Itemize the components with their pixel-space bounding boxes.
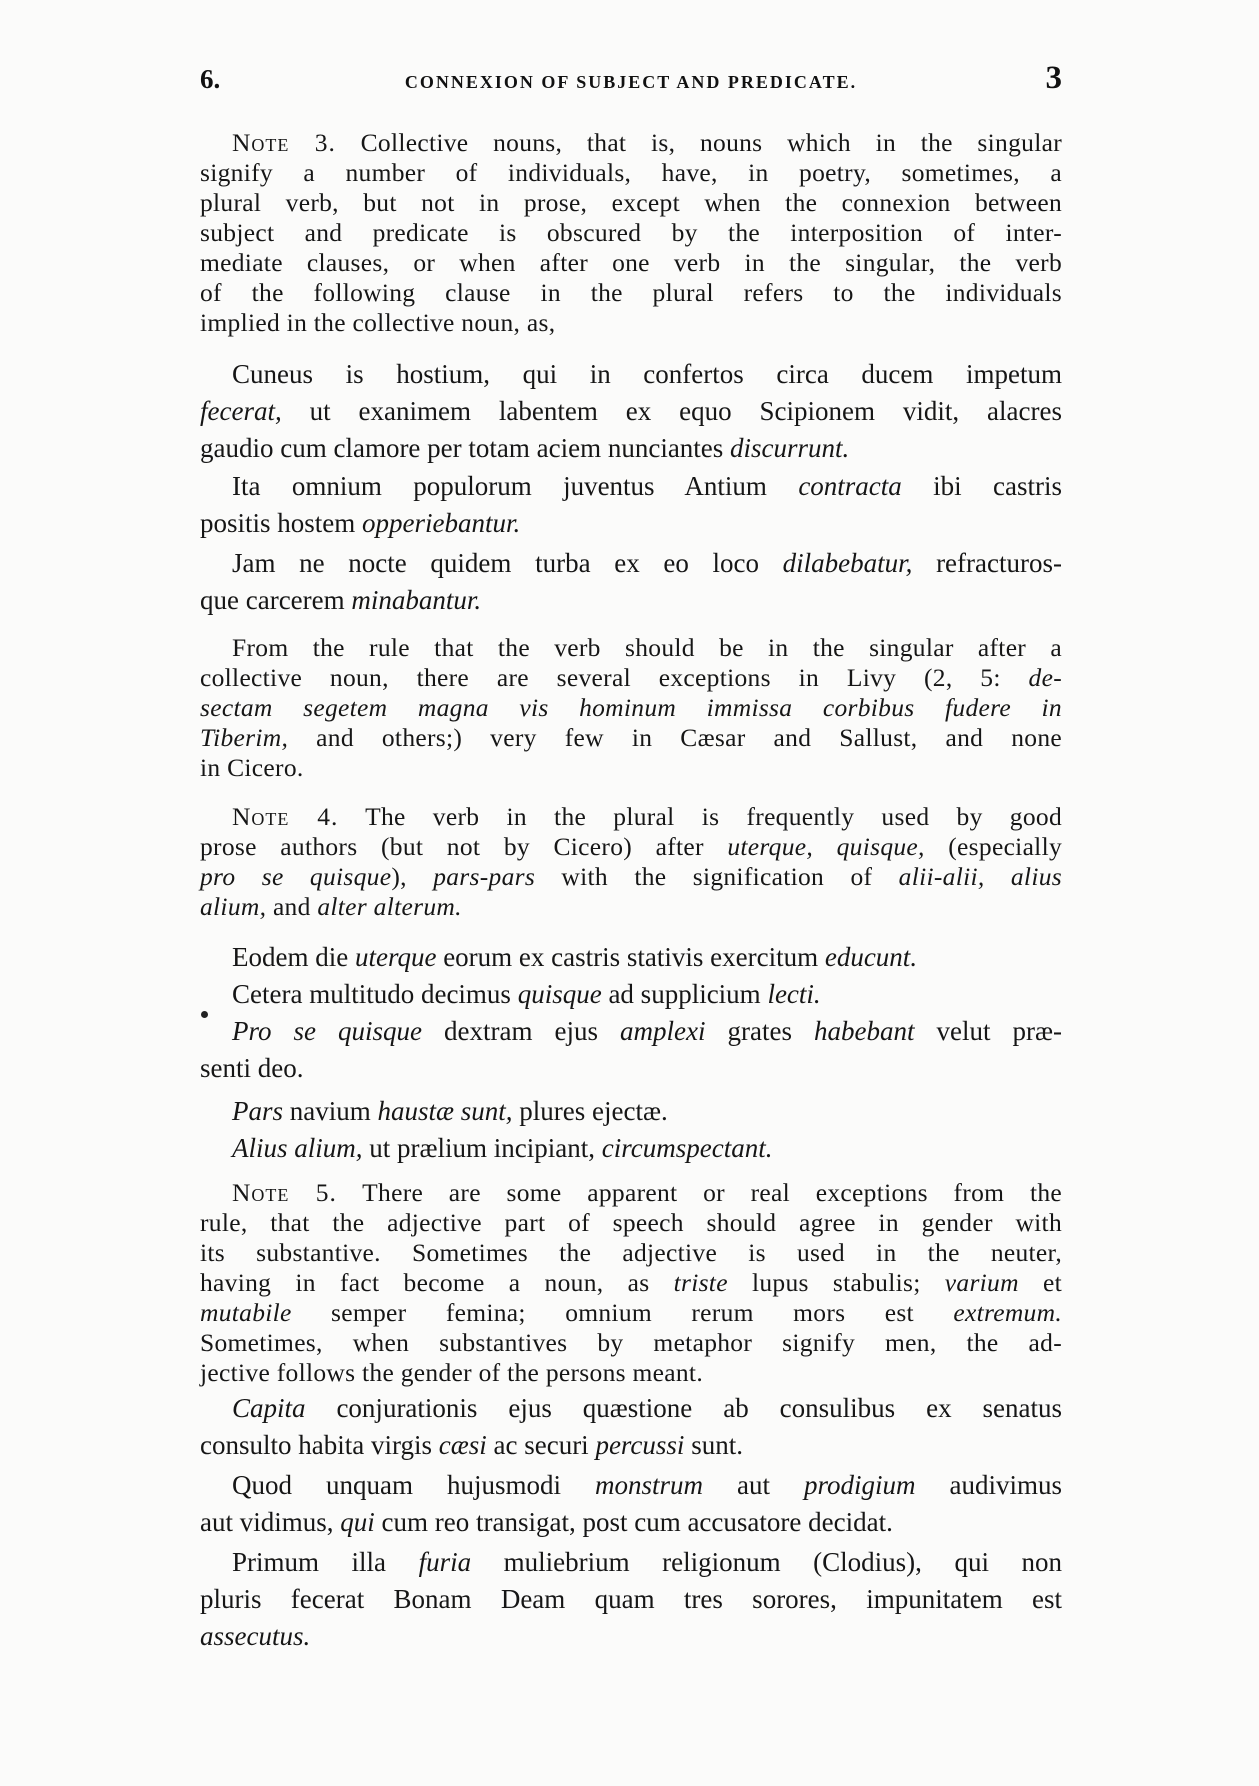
examples-note-5 bbox=[200, 1390, 1062, 1655]
example-line: fecerat, ut exanimem labentem ex equo Scipionem vidit, alacres bbox=[200, 396, 1062, 426]
note-line: Sometimes, when substantives by metaphor signify men, the ad- bbox=[200, 1328, 1062, 1357]
example-antium bbox=[200, 468, 1062, 542]
text-line: From the rule that the verb should be in the singular after a bbox=[232, 633, 1062, 662]
note-label: Note 3. bbox=[232, 128, 336, 157]
note-line: implied in the collective noun, as, bbox=[200, 308, 556, 337]
note-label: Note 5. bbox=[232, 1178, 337, 1207]
text-line: Tiberim, and others;) very few in Cæsar and Sallust, and none bbox=[200, 723, 1062, 752]
text-line: collective noun, there are several exceptions in Livy (2, 5: de- bbox=[200, 663, 1062, 692]
example-line: que carcerem minabantur. bbox=[200, 585, 482, 615]
note-line: Note 5. There are some apparent or real exceptions from the bbox=[232, 1178, 1062, 1207]
page-number: 3 bbox=[1045, 60, 1062, 96]
example-line: Alius alium, ut prælium incipiant, circumspectant. bbox=[232, 1133, 773, 1163]
note-label: Note 4. bbox=[232, 802, 339, 831]
text-line: in Cicero. bbox=[200, 753, 304, 782]
note-4 bbox=[200, 802, 1062, 922]
example-line: Pars navium haustæ sunt, plures ejectæ. bbox=[232, 1096, 668, 1126]
note-5 bbox=[200, 1178, 1062, 1388]
note-line: mediate clauses, or when after one verb in the singular, the verb bbox=[200, 248, 1062, 277]
note-line: alium, and alter alterum. bbox=[200, 892, 462, 921]
example-line: assecutus. bbox=[200, 1621, 311, 1651]
section-number: 6. bbox=[200, 64, 221, 94]
note-line: Note 4. The verb in the plural is frequently used by good bbox=[232, 802, 1062, 831]
livy-paragraph bbox=[200, 633, 1062, 783]
example-line: Pro se quisque dextram ejus amplexi grates habebant velut præ- bbox=[232, 1016, 1063, 1046]
note-line: having in fact become a noun, as triste lupus stabulis; varium et bbox=[200, 1268, 1062, 1297]
example-line: Primum illa furia muliebrium religionum (Clodius), qui non bbox=[232, 1547, 1062, 1577]
running-header bbox=[200, 62, 1062, 102]
example-line: aut vidimus, qui cum reo transigat, post cum accusatore decidat. bbox=[200, 1507, 893, 1537]
example-line: consulto habita virgis cæsi ac securi percussi sunt. bbox=[200, 1430, 743, 1460]
example-line: gaudio cum clamore per totam aciem nunciantes discurrunt. bbox=[200, 433, 850, 463]
example-line: pluris fecerat Bonam Deam quam tres sorores, impunitatem est bbox=[200, 1584, 1062, 1614]
example-line: positis hostem opperiebantur. bbox=[200, 508, 521, 538]
note-line: mutabile semper femina; omnium rerum mors est extremum. bbox=[200, 1298, 1062, 1327]
text-line: sectam segetem magna vis hominum immissa corbibus fudere in bbox=[200, 693, 1062, 722]
example-line: Capita conjurationis ejus quæstione ab consulibus ex senatus bbox=[232, 1393, 1062, 1423]
example-line: Cuneus is hostium, qui in confertos circa ducem impetum bbox=[232, 359, 1062, 389]
note-line: its substantive. Sometimes the adjective is used in the neuter, bbox=[200, 1238, 1062, 1267]
note-line: of the following clause in the plural refers to the individuals bbox=[200, 278, 1062, 307]
note-line: pro se quisque), pars-pars with the signification of alii-alii, alius bbox=[200, 862, 1062, 891]
note-line: Note 3. Collective nouns, that is, nouns which in the singular bbox=[232, 128, 1062, 157]
note-line: prose authors (but not by Cicero) after uterque, quisque, (especially bbox=[200, 832, 1063, 861]
note-3 bbox=[200, 128, 1062, 338]
example-line: Cetera multitudo decimus quisque ad supplicium lecti. bbox=[232, 979, 821, 1009]
example-line: Ita omnium populorum juventus Antium contracta ibi castris bbox=[232, 471, 1063, 501]
example-line: Quod unquam hujusmodi monstrum aut prodigium audivimus bbox=[232, 1470, 1062, 1500]
examples-note-4 bbox=[200, 939, 1062, 1167]
example-cuneus bbox=[200, 356, 1062, 467]
note-line: plural verb, but not in prose, except when the connexion between bbox=[200, 188, 1062, 217]
note-line: signify a number of individuals, have, in poetry, sometimes, a bbox=[200, 158, 1062, 187]
note-line: jective follows the gender of the persons meant. bbox=[200, 1358, 703, 1387]
example-carcerem bbox=[200, 545, 1062, 619]
example-line: senti deo. bbox=[200, 1053, 304, 1083]
example-line: Eodem die uterque eorum ex castris stativis exercitum educunt. bbox=[232, 942, 918, 972]
note-line: subject and predicate is obscured by the interposition of inter- bbox=[200, 218, 1062, 247]
example-line: Jam ne nocte quidem turba ex eo loco dilabebatur, refracturos- bbox=[232, 548, 1062, 578]
note-line: rule, that the adjective part of speech should agree in gender with bbox=[200, 1208, 1062, 1237]
running-title: CONNEXION OF SUBJECT AND PREDICATE. bbox=[404, 72, 858, 92]
